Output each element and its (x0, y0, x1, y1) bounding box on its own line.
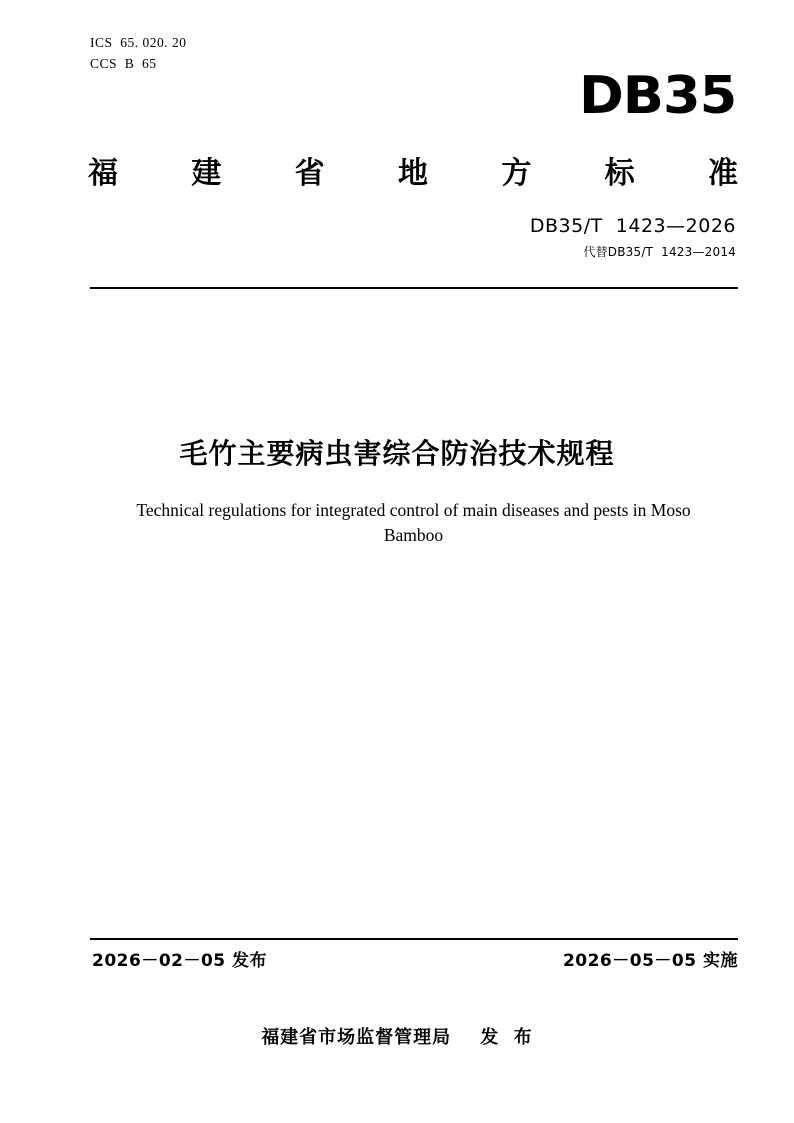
ics-code: ICS 65. 020. 20 (90, 35, 187, 50)
issue-date: 2026－02－05 发布 (92, 951, 268, 971)
standard-replaces: 代替DB35/T 1423—2014 (583, 245, 736, 259)
series-title (88, 148, 742, 192)
series-title-char-2: 省 (294, 156, 325, 191)
divider-bottom (90, 938, 738, 940)
series-title-char-0: 福 (88, 156, 118, 191)
publisher-line: 福建省市场监督管理局 发 布 (261, 1027, 533, 1048)
ccs-code: CCS B 65 (90, 56, 157, 71)
series-title-char-5: 标 (604, 156, 635, 191)
implementation-date: 2026－05－05 实施 (562, 951, 738, 971)
document-title-en: Technical regulations for integrated control of main diseases and pests in Moso Bamboo (136, 500, 691, 545)
series-title-char-6: 准 (707, 156, 738, 191)
divider-top (90, 287, 738, 289)
series-title-char-1: 建 (191, 156, 222, 191)
standard-number: DB35/T 1423—2026 (529, 215, 736, 237)
series-title-char-3: 地 (397, 156, 428, 191)
db35-logo: DB35 (578, 66, 736, 126)
series-title-char-4: 方 (501, 156, 532, 191)
classification-codes (90, 32, 187, 74)
document-title-cn: 毛竹主要病虫害综合防治技术规程 (179, 437, 615, 470)
standard-number-block (530, 215, 736, 260)
